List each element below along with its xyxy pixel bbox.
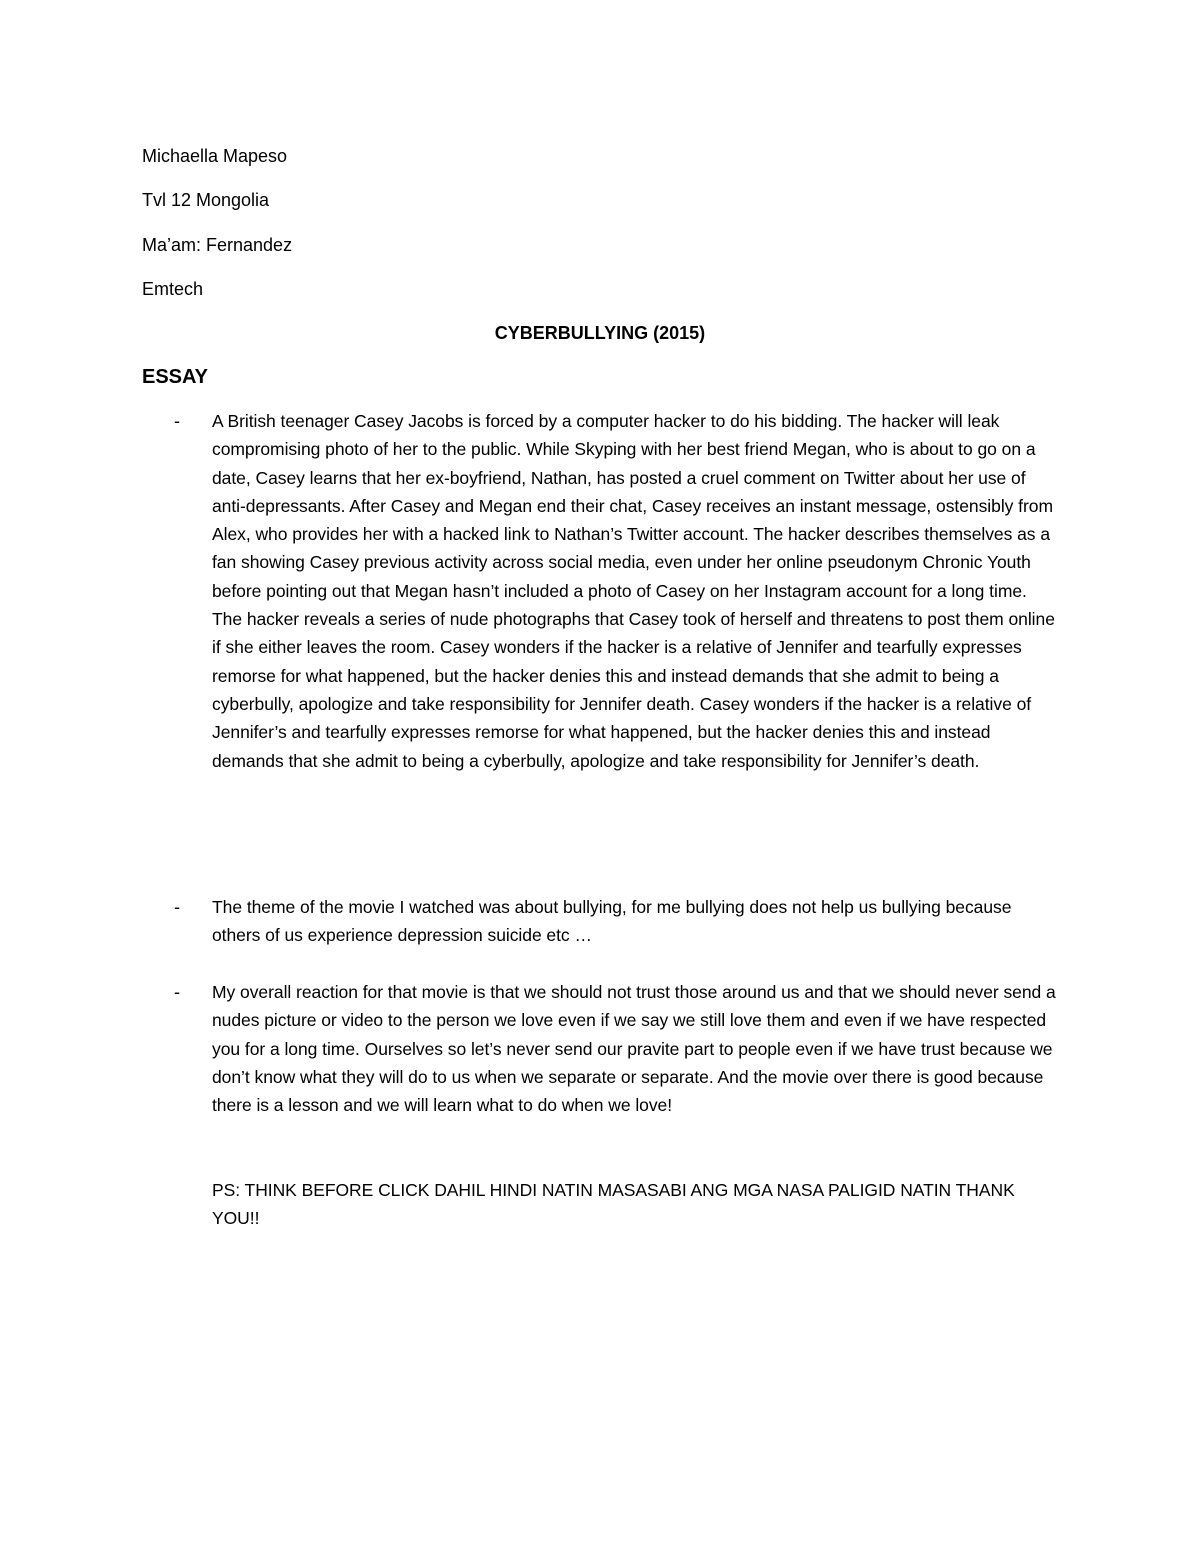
essay-paragraph-theme: The theme of the movie I watched was about bullying, for me bullying does not help us bullying because others of us experience depression suicide etc … <box>212 897 1012 946</box>
bullet-marker: - <box>174 982 180 1002</box>
essay-heading: ESSAY <box>142 366 208 388</box>
subject-name: Emtech <box>142 279 204 299</box>
essay-paragraph-reaction: My overall reaction for that movie is that we should not trust those around us and that we should never send a nudes picture or video to the person we love even if we say we still love them and even if we have respected you for a long time. Ourselves so let’s never send our pravite part to people even if we have trust because we don’t know what they will do to us when we separate or separate. And the movie over there is good because there is a lesson and we will learn what to do when we love! <box>212 982 1056 1116</box>
author-name: Michaella Mapeso <box>142 146 288 166</box>
bullet-marker: - <box>174 411 180 431</box>
teacher-name: Ma’am: Fernandez <box>142 235 293 255</box>
postscript: PS: THINK BEFORE CLICK DAHIL HINDI NATIN MASASABI ANG MGA NASA PALIGID NATIN THANK YOU!! <box>212 1180 1015 1229</box>
essay-paragraph-summary: A British teenager Casey Jacobs is forced by a computer hacker to do his bidding. The hacker will leak compromising photo of her to the public. While Skyping with her best friend Megan, who is about to go on a date, Casey learns that her ex-boyfriend, Nathan, has posted a cruel comment on Twitter about her use of anti-depressants. After Casey and Megan end their chat, Casey receives an instant message, ostensibly from Alex, who provides her with a hacked link to Nathan’s Twitter account. The hacker describes themselves as a fan showing Casey previous activity across social media, even under her online pseudonym Chronic Youth before pointing out that Megan hasn’t included a photo of Casey on her Instagram account for a long time. The hacker reveals a series of nude photographs that Casey took of herself and threatens to post them online if she either leaves the room. Casey wonders if the hacker is a relative of Jennifer and tearfully expresses remorse for what happened, but the hacker denies this and instead demands that she admit to being a cyberbully, apologize and take responsibility for Jennifer death. Casey wonders if the hacker is a relative of Jennifer’s and tearfully expresses remorse for what happened, but the hacker denies this and instead demands that she admit to being a cyberbully, apologize and take responsibility for Jennifer’s death. <box>212 411 1055 771</box>
bullet-marker: - <box>174 897 180 917</box>
document-title: CYBERBULLYING (2015) <box>494 323 706 343</box>
section-name: Tvl 12 Mongolia <box>142 190 270 210</box>
